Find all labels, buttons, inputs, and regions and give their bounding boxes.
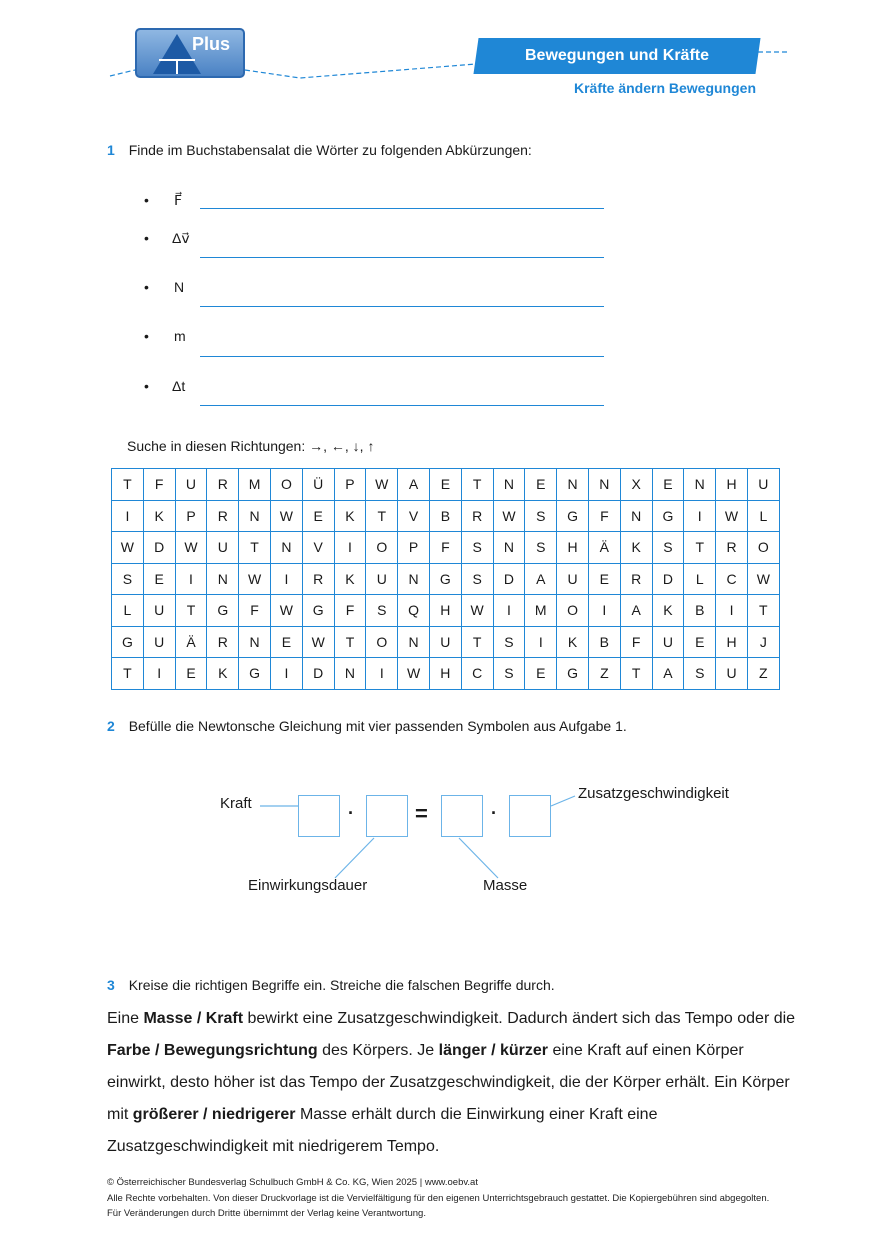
grid-cell[interactable]: K — [620, 532, 652, 564]
grid-cell[interactable]: E — [143, 563, 175, 595]
page-title: Bewegungen und Kräfte — [524, 47, 709, 64]
grid-cell[interactable]: U — [143, 626, 175, 658]
choice-mass-force[interactable]: Masse / Kraft — [143, 1010, 244, 1027]
grid-cell[interactable]: S — [461, 532, 493, 564]
grid-cell[interactable]: N — [398, 626, 430, 658]
grid-cell[interactable]: D — [652, 563, 684, 595]
grid-cell[interactable]: N — [270, 532, 302, 564]
grid-cell[interactable]: W — [747, 563, 779, 595]
grid-cell[interactable]: D — [143, 532, 175, 564]
grid-cell[interactable]: S — [652, 532, 684, 564]
grid-cell[interactable]: S — [684, 658, 716, 690]
grid-cell[interactable]: Z — [747, 658, 779, 690]
grid-cell[interactable]: G — [557, 500, 589, 532]
grid-cell[interactable]: Ä — [175, 626, 207, 658]
task3-header — [107, 977, 555, 993]
grid-cell[interactable]: N — [493, 532, 525, 564]
grid-cell[interactable]: U — [557, 563, 589, 595]
grid-cell[interactable]: E — [302, 500, 334, 532]
multiply-operator: · — [348, 803, 354, 823]
answer-line[interactable] — [200, 306, 604, 307]
choice-greater-lower[interactable]: größerer / niedrigerer — [132, 1106, 296, 1123]
symbol-label: m — [174, 328, 186, 344]
grid-row — [112, 626, 780, 658]
grid-cell[interactable]: W — [270, 500, 302, 532]
grid-cell[interactable]: R — [620, 563, 652, 595]
grid-cell[interactable]: U — [207, 532, 239, 564]
grid-cell[interactable]: N — [398, 563, 430, 595]
grid-cell[interactable]: B — [684, 595, 716, 627]
grid-cell[interactable]: F — [588, 500, 620, 532]
grid-cell[interactable]: G — [207, 595, 239, 627]
grid-cell[interactable]: P — [175, 500, 207, 532]
grid-cell[interactable]: S — [493, 658, 525, 690]
grid-cell[interactable]: F — [429, 532, 461, 564]
task2-number: 2 — [107, 718, 115, 734]
grid-cell[interactable]: O — [270, 469, 302, 501]
grid-cell[interactable]: C — [716, 563, 748, 595]
grid-cell[interactable]: P — [398, 532, 430, 564]
grid-cell[interactable]: T — [461, 469, 493, 501]
grid-cell[interactable]: K — [143, 500, 175, 532]
choice-longer-shorter[interactable]: länger / kürzer — [438, 1042, 549, 1059]
grid-cell[interactable]: R — [207, 500, 239, 532]
search-directions: Suche in diesen Richtungen: →, ←, ↓, ↑ — [127, 438, 375, 454]
label-masse: Masse — [483, 877, 528, 894]
grid-cell[interactable]: U — [747, 469, 779, 501]
text-segment: eine Kraft auf einen Körper einwirkt, desto höher ist das Tempo der Zusatzgeschwindigkeit, die der Körper erhält. Ein Körper mit — [107, 1042, 790, 1123]
grid-cell[interactable]: W — [461, 595, 493, 627]
grid-cell[interactable]: T — [239, 532, 271, 564]
grid-cell[interactable]: S — [461, 563, 493, 595]
grid-cell[interactable]: S — [112, 563, 144, 595]
grid-cell[interactable]: K — [652, 595, 684, 627]
grid-cell[interactable]: W — [270, 595, 302, 627]
grid-row — [112, 595, 780, 627]
grid-cell[interactable]: I — [684, 500, 716, 532]
grid-cell[interactable]: P — [334, 469, 366, 501]
grid-cell[interactable]: H — [429, 658, 461, 690]
grid-cell[interactable]: T — [620, 658, 652, 690]
task1-number: 1 — [107, 142, 115, 158]
grid-cell[interactable]: W — [302, 626, 334, 658]
grid-cell[interactable]: N — [493, 469, 525, 501]
grid-cell[interactable]: E — [652, 469, 684, 501]
grid-cell[interactable]: M — [525, 595, 557, 627]
answer-line[interactable] — [200, 405, 604, 406]
text-segment: Masse erhält durch die Einwirkung einer Kraft eine Zusatzgeschwindigkeit mit niedrigerem Tempo. — [107, 1106, 658, 1155]
task2-instruction: Befülle die Newtonsche Gleichung mit vier passenden Symbolen aus Aufgabe 1. — [128, 718, 627, 734]
grid-cell[interactable]: T — [684, 532, 716, 564]
grid-row — [112, 469, 780, 501]
grid-cell[interactable]: E — [175, 658, 207, 690]
grid-row — [112, 500, 780, 532]
task3-instruction: Kreise die richtigen Begriffe ein. Streiche die falschen Begriffe durch. — [128, 977, 555, 993]
grid-cell[interactable]: T — [112, 658, 144, 690]
grid-cell[interactable]: U — [175, 469, 207, 501]
grid-cell[interactable]: T — [461, 626, 493, 658]
symbol-label: Δt — [172, 378, 186, 394]
grid-cell[interactable]: R — [302, 563, 334, 595]
grid-cell[interactable]: D — [302, 658, 334, 690]
bullet-icon: • — [144, 378, 149, 394]
grid-cell[interactable]: Ä — [588, 532, 620, 564]
grid-cell[interactable]: R — [716, 532, 748, 564]
grid-cell[interactable]: O — [747, 532, 779, 564]
grid-row — [112, 563, 780, 595]
grid-cell[interactable]: E — [270, 626, 302, 658]
grid-row — [112, 658, 780, 690]
grid-cell[interactable]: U — [429, 626, 461, 658]
grid-cell[interactable]: E — [684, 626, 716, 658]
grid-cell[interactable]: S — [525, 500, 557, 532]
grid-cell[interactable]: H — [716, 469, 748, 501]
grid-cell[interactable]: Q — [398, 595, 430, 627]
grid-cell[interactable]: R — [207, 469, 239, 501]
task3-number: 3 — [107, 977, 115, 993]
bullet-icon: • — [144, 279, 149, 295]
grid-cell[interactable]: I — [270, 658, 302, 690]
task2-header — [107, 718, 627, 734]
grid-cell[interactable]: T — [175, 595, 207, 627]
grid-cell[interactable]: E — [429, 469, 461, 501]
equation-box-velocity[interactable] — [509, 795, 551, 837]
grid-cell[interactable]: W — [175, 532, 207, 564]
label-einwirkungsdauer: Einwirkungsdauer — [248, 877, 368, 894]
grid-cell[interactable]: F — [620, 626, 652, 658]
grid-cell[interactable]: G — [112, 626, 144, 658]
task3-paragraph — [107, 1003, 797, 1163]
grid-cell[interactable]: C — [461, 658, 493, 690]
grid-cell[interactable]: A — [652, 658, 684, 690]
grid-cell[interactable]: U — [652, 626, 684, 658]
grid-cell[interactable]: F — [143, 469, 175, 501]
grid-cell[interactable]: G — [302, 595, 334, 627]
grid-cell[interactable]: G — [652, 500, 684, 532]
answer-line[interactable] — [200, 356, 604, 357]
grid-cell[interactable]: T — [366, 500, 398, 532]
grid-cell[interactable]: O — [557, 595, 589, 627]
equation-box-force[interactable] — [298, 795, 340, 837]
grid-cell[interactable]: E — [525, 658, 557, 690]
grid-cell[interactable]: N — [557, 469, 589, 501]
grid-cell[interactable]: I — [366, 658, 398, 690]
grid-cell[interactable]: N — [684, 469, 716, 501]
grid-cell[interactable]: O — [366, 626, 398, 658]
answer-line[interactable] — [200, 208, 604, 209]
equation-box-time[interactable] — [366, 795, 408, 837]
answer-line[interactable] — [200, 257, 604, 258]
grid-cell[interactable]: A — [620, 595, 652, 627]
grid-cell[interactable]: N — [588, 469, 620, 501]
grid-cell[interactable]: H — [429, 595, 461, 627]
grid-cell[interactable]: K — [207, 658, 239, 690]
grid-cell[interactable]: X — [620, 469, 652, 501]
bullet-icon: • — [144, 230, 149, 246]
grid-cell[interactable]: T — [334, 626, 366, 658]
text-segment: Eine — [107, 1010, 144, 1027]
grid-cell[interactable]: G — [557, 658, 589, 690]
text-segment: bewirkt eine Zusatzgeschwindigkeit. Dadurch ändert sich das Tempo oder die — [243, 1010, 796, 1027]
bullet-icon: • — [144, 192, 149, 208]
equals-operator: = — [415, 801, 428, 826]
grid-cell[interactable]: W — [716, 500, 748, 532]
grid-cell[interactable]: L — [684, 563, 716, 595]
grid-cell[interactable]: F — [334, 595, 366, 627]
label-kraft: Kraft — [220, 795, 252, 812]
grid-cell[interactable]: N — [239, 626, 271, 658]
footer-rights: Alle Rechte vorbehalten. Von dieser Druckvorlage ist die Vervielfältigung für den eigenen Unterrichtsgebrauch gestattet. Die Kopiergebühren sind abgegolten. — [107, 1193, 770, 1204]
grid-cell[interactable]: R — [461, 500, 493, 532]
grid-cell[interactable]: B — [588, 626, 620, 658]
grid-cell[interactable]: U — [143, 595, 175, 627]
grid-cell[interactable]: H — [557, 532, 589, 564]
grid-cell[interactable]: O — [366, 532, 398, 564]
grid-cell[interactable]: A — [525, 563, 557, 595]
choice-color-direction[interactable]: Farbe / Bewegungsrichtung — [107, 1042, 318, 1059]
symbol-label: F⃗ — [174, 192, 183, 208]
grid-cell[interactable]: I — [270, 563, 302, 595]
grid-cell[interactable]: S — [493, 626, 525, 658]
grid-cell[interactable]: K — [557, 626, 589, 658]
grid-cell[interactable]: I — [716, 595, 748, 627]
grid-cell[interactable]: B — [429, 500, 461, 532]
word-search-grid — [111, 468, 780, 690]
equation-box-mass[interactable] — [441, 795, 483, 837]
grid-cell[interactable]: J — [747, 626, 779, 658]
multiply-operator: · — [491, 803, 497, 823]
grid-cell[interactable]: U — [366, 563, 398, 595]
grid-cell[interactable]: R — [207, 626, 239, 658]
grid-cell[interactable]: I — [525, 626, 557, 658]
grid-cell[interactable]: E — [588, 563, 620, 595]
grid-cell[interactable]: I — [175, 563, 207, 595]
grid-cell[interactable]: M — [239, 469, 271, 501]
grid-cell[interactable]: S — [366, 595, 398, 627]
grid-cell[interactable]: H — [716, 626, 748, 658]
grid-cell[interactable]: W — [366, 469, 398, 501]
grid-cell[interactable]: W — [239, 563, 271, 595]
task1-header — [107, 142, 532, 158]
grid-cell[interactable]: S — [525, 532, 557, 564]
grid-cell[interactable]: W — [112, 532, 144, 564]
footer-copyright: © Österreichischer Bundesverlag Schulbuch GmbH & Co. KG, Wien 2025 | www.oebv.at — [107, 1177, 478, 1188]
grid-cell[interactable]: N — [207, 563, 239, 595]
grid-cell[interactable]: K — [334, 500, 366, 532]
grid-cell[interactable]: I — [112, 500, 144, 532]
task1-instruction: Finde im Buchstabensalat die Wörter zu folgenden Abkürzungen: — [128, 142, 532, 158]
grid-cell[interactable]: Ü — [302, 469, 334, 501]
grid-cell[interactable]: G — [429, 563, 461, 595]
grid-cell[interactable]: V — [398, 500, 430, 532]
grid-cell[interactable]: I — [588, 595, 620, 627]
grid-cell[interactable]: L — [112, 595, 144, 627]
grid-row — [112, 532, 780, 564]
grid-cell[interactable]: W — [493, 500, 525, 532]
grid-cell[interactable]: D — [493, 563, 525, 595]
grid-cell[interactable]: Z — [588, 658, 620, 690]
text-segment: des Körpers. Je — [317, 1042, 439, 1059]
logo-text: Plus — [192, 34, 231, 54]
grid-cell[interactable]: L — [747, 500, 779, 532]
grid-cell[interactable]: U — [716, 658, 748, 690]
grid-cell[interactable]: A — [398, 469, 430, 501]
grid-cell[interactable]: V — [302, 532, 334, 564]
grid-cell[interactable]: I — [493, 595, 525, 627]
grid-cell[interactable]: T — [112, 469, 144, 501]
grid-cell[interactable]: I — [334, 532, 366, 564]
grid-cell[interactable]: N — [239, 500, 271, 532]
label-zusatzgeschwindigkeit: Zusatzgeschwindigkeit — [578, 785, 729, 802]
grid-cell[interactable]: F — [239, 595, 271, 627]
grid-cell[interactable]: W — [398, 658, 430, 690]
grid-cell[interactable]: I — [143, 658, 175, 690]
grid-cell[interactable]: K — [334, 563, 366, 595]
grid-cell[interactable]: T — [747, 595, 779, 627]
page-subtitle: Kräfte ändern Bewegungen — [573, 80, 756, 96]
footer-disclaimer: Für Veränderungen durch Dritte übernimmt der Verlag keine Verantwortung. — [107, 1208, 426, 1219]
grid-cell[interactable]: N — [620, 500, 652, 532]
grid-cell[interactable]: E — [525, 469, 557, 501]
symbol-label: Δv⃗ — [172, 230, 190, 246]
bullet-icon: • — [144, 328, 149, 344]
grid-cell[interactable]: G — [239, 658, 271, 690]
symbol-label: N — [174, 279, 185, 295]
grid-cell[interactable]: N — [334, 658, 366, 690]
